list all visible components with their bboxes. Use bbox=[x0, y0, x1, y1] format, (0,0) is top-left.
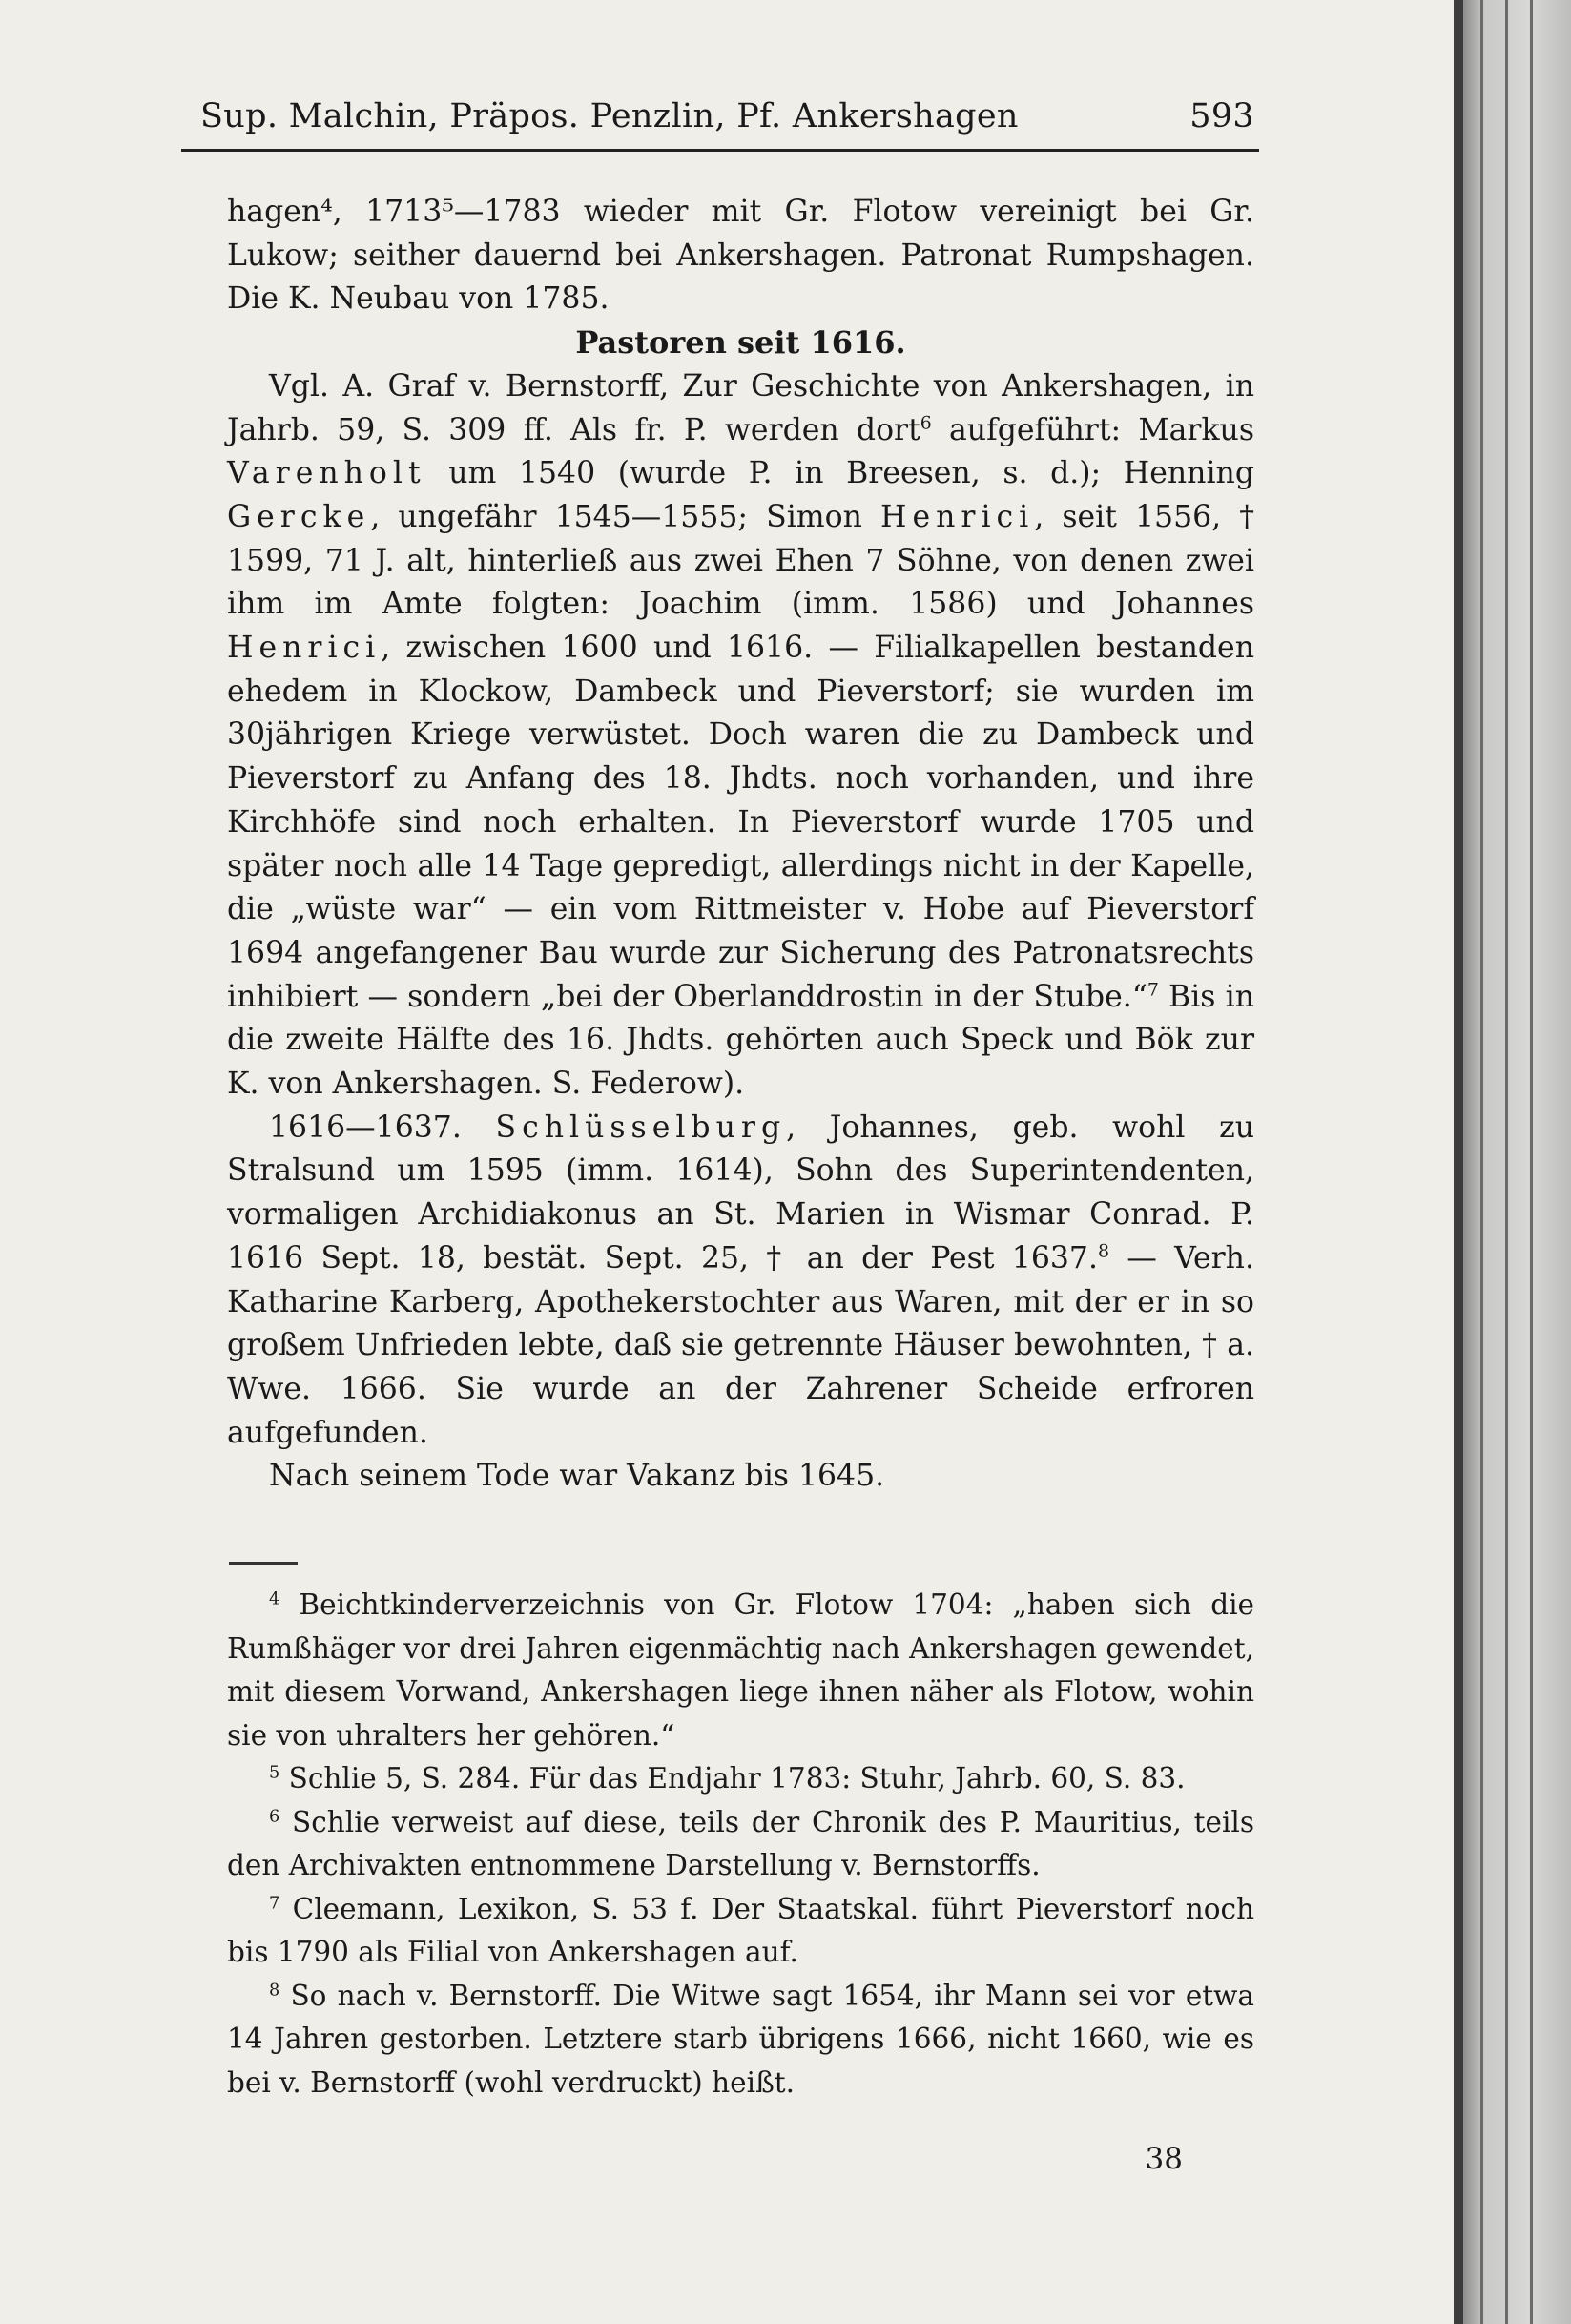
footnote bbox=[227, 1975, 1254, 2106]
spaced-name: Varenholt bbox=[227, 456, 426, 491]
text-run: Bis in die zweite Hälfte des 16. Jhdts. gehörten auch Speck und Bök zur K. von Ankershagen. S. Federow). bbox=[227, 979, 1254, 1102]
footnote-text: Cleemann, Lexikon, S. 53 f. Der Staatskal. führt Pieverstorf noch bis 1790 als Filial von Ankershagen auf. bbox=[227, 1892, 1254, 1968]
main-text bbox=[227, 191, 1254, 1499]
running-header bbox=[200, 97, 1254, 147]
page-number: 593 bbox=[1189, 97, 1254, 135]
spaced-name: Henrici bbox=[880, 499, 1035, 534]
signature-mark: 38 bbox=[1145, 2142, 1183, 2176]
header-rule bbox=[181, 149, 1259, 152]
text-run: , seit 1556, † 1599, 71 J. alt, hinterließ aus zwei Ehen 7 Söhne, von denen zwei ihm im Amte folgten: Joachim (imm. 1586) und Johannes bbox=[227, 499, 1254, 622]
footnote bbox=[227, 1757, 1254, 1801]
footnote-ref: 6 bbox=[920, 412, 932, 434]
spaced-name: Henrici bbox=[227, 631, 382, 666]
footnote-mark: 4 bbox=[269, 1589, 280, 1609]
text-run: — Verh. Katharine Karberg, Apothekerstochter aus Waren, mit der er in so großem Unfrieden lebte, daß sie getrennte Häuser bewohnten, † a. Wwe. 1666. Sie wurde an der Zahrener Scheide erfroren aufgefunden. bbox=[227, 1240, 1254, 1450]
footnote-rule bbox=[229, 1562, 298, 1565]
footnote bbox=[227, 1584, 1254, 1757]
footnotes bbox=[227, 1584, 1254, 2105]
book-edge bbox=[1463, 0, 1571, 2324]
edge-line bbox=[1480, 0, 1483, 2324]
text-run: um 1540 (wurde P. in Breesen, s. d.); Henning bbox=[425, 456, 1254, 491]
section-heading: Pastoren seit 1616. bbox=[575, 324, 906, 362]
text-run: , ungefähr 1545—1555; Simon bbox=[370, 499, 880, 534]
text-run: , Johannes, geb. wohl zu Stralsund um 1595 (imm. 1614), Sohn des Superintendenten, vormaligen Archidiakonus an St. Marien in Wismar Conrad. P. 1616 Sept. 18, bestät. Sept. 25, † an der Pest 1637. bbox=[227, 1110, 1254, 1276]
running-title: Sup. Malchin, Präpos. Penzlin, Pf. Ankershagen bbox=[200, 97, 1019, 135]
text-run: , zwischen 1600 und 1616. — Filialkapellen bestanden ehedem in Klockow, Dambeck und Pieverstorf; sie wurden im 30jährigen Kriege verwüstet. Doch waren die zu Dambeck und Pieverstorf zu Anfang des 18. Jhdts. noch vorhanden, und ihre Kirchhöfe sind noch erhalten. In Pieverstorf wurde 1705 und später noch alle 14 Tage gepredigt, allerdings nicht in der Kapelle, die „wüste war“ — ein vom Rittmeister v. Hobe auf Pieverstorf 1694 angefangener Bau wurde zur Sicherung des Patronatsrechts inhibiert — sondern „bei der Oberlanddrostin in der Stube.“ bbox=[227, 631, 1254, 1014]
spaced-name: Gercke bbox=[227, 499, 371, 534]
edge-line bbox=[1505, 0, 1508, 2324]
footnote-text: So nach v. Bernstorff. Die Witwe sagt 1654, ihr Mann sei vor etwa 14 Jahren gestorben. Letztere starb übrigens 1666, nicht 1660, wie es bei v. Bernstorff (wohl verdruckt) heißt. bbox=[227, 1979, 1254, 2099]
footnote-mark: 8 bbox=[269, 1980, 280, 2000]
footnote-ref: 8 bbox=[1097, 1240, 1110, 1262]
text-run: Vgl. A. Graf v. Bernstorff, Zur Geschichte von Ankershagen, in Jahrb. 59, S. 309 ff. Als fr. P. werden dort bbox=[227, 368, 1254, 447]
page-gutter-shadow bbox=[1454, 0, 1463, 2324]
paragraph-schluesselburg bbox=[227, 1107, 1254, 1456]
paragraph-pastors-intro bbox=[227, 365, 1254, 1107]
footnote-mark: 6 bbox=[269, 1806, 280, 1826]
paragraph-vacancy: Nach seinem Tode war Vakanz bis 1645. bbox=[269, 1459, 885, 1494]
footnote-text: Beichtkinderverzeichnis von Gr. Flotow 1704: „haben sich die Rumßhäger vor drei Jahren eigenmächtig nach Ankershagen gewendet, mit diesem Vorwand, Ankershagen liege ihnen näher als Flotow, wohin sie von uhralters her gehören.“ bbox=[227, 1588, 1254, 1752]
footnote bbox=[227, 1888, 1254, 1975]
footnote-ref: 7 bbox=[1147, 979, 1159, 1001]
text-run: aufgeführt: Markus bbox=[931, 412, 1254, 447]
spaced-name: Schlüsselburg bbox=[495, 1110, 787, 1145]
edge-line bbox=[1530, 0, 1533, 2324]
intro-paragraph: hagen⁴, 1713⁵—1783 wieder mit Gr. Flotow vereinigt bei Gr. Lukow; seither dauernd bei Ankershagen. Patronat Rumpshagen. Die K. Neubau von 1785. bbox=[227, 195, 1254, 317]
footnote-text: Schlie verweist auf diese, teils der Chronik des P. Mauritius, teils den Archivakten entnommene Darstellung v. Bernstorffs. bbox=[227, 1805, 1254, 1881]
footnote-mark: 7 bbox=[269, 1893, 280, 1913]
footnote-text: Schlie 5, S. 284. Für das Endjahr 1783: Stuhr, Jahrb. 60, S. 83. bbox=[288, 1762, 1186, 1795]
footnote-mark: 5 bbox=[269, 1763, 280, 1783]
text-run: 1616—1637. bbox=[269, 1110, 496, 1145]
footnote bbox=[227, 1801, 1254, 1888]
